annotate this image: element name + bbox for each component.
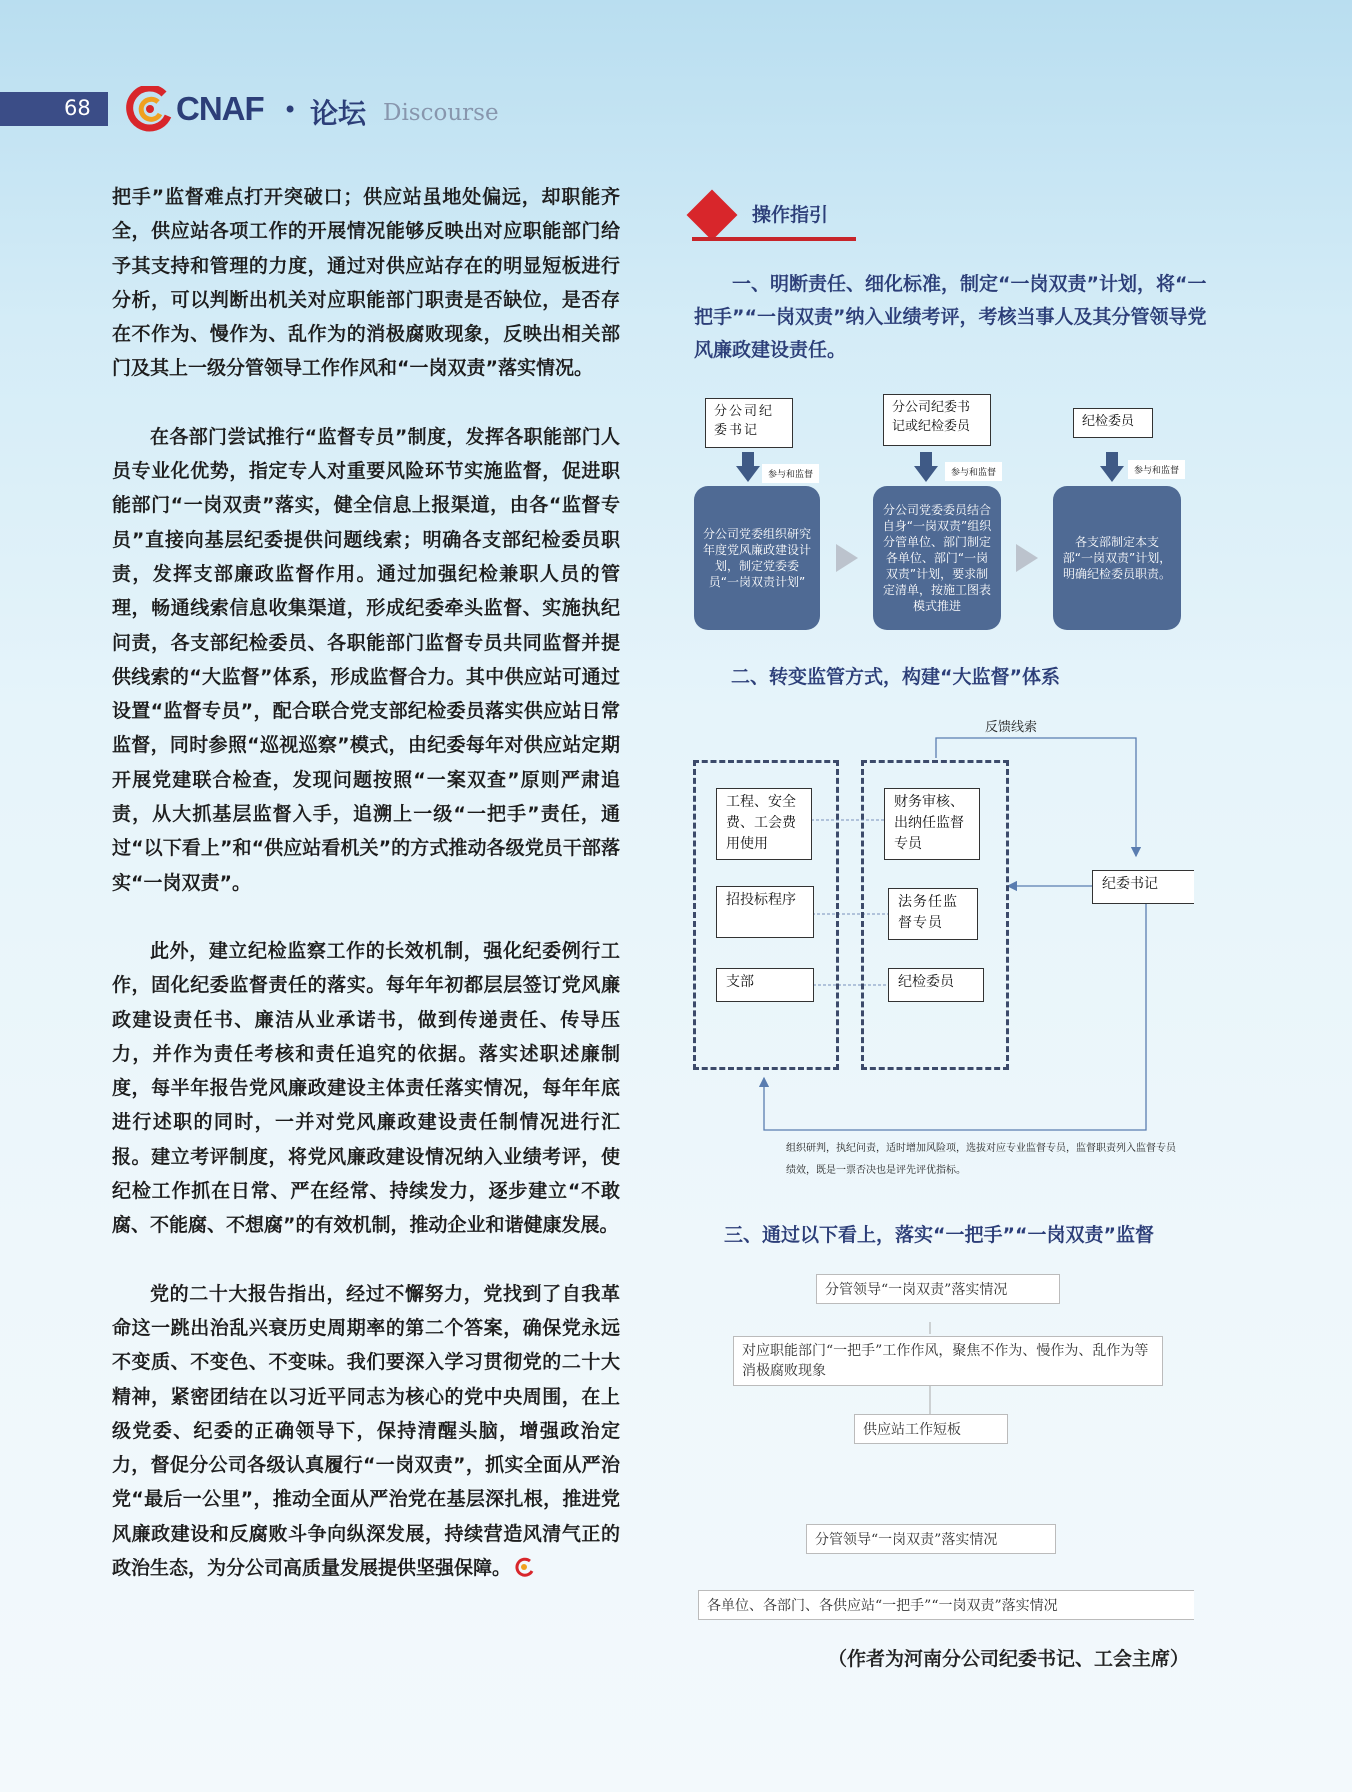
author-note: （作者为河南分公司纪委书记、工会主席） <box>828 1648 1190 1670</box>
article-body <box>112 180 620 1585</box>
participation-tag: 参与和监督 <box>762 464 819 483</box>
body-paragraph: 把手”监督难点打开突破口；供应站虽地处偏远，却职能齐全，供应站各项工作的开展情况能够反映出对应职能部门给予其支持和管理的力度，通过对供应站存在的明显短板进行分析，可以判断出机关对应职能部门职责是否缺位，是否存在不作为、慢作为、乱作为的消极腐败现象，反映出相关部门及其上一级分管领导工作作风和“一岗双责”落实情况。 <box>112 186 620 380</box>
flow3-box-low: 供应站工作短板 <box>854 1414 1008 1444</box>
flow1-step-box: 分公司党委委员结合自身“一岗双责”组织分管单位、部门制定各单位、部门“一岗双责”计划，要求制定清单，按施工图表模式推进 <box>873 486 1001 630</box>
cnaf-logo-icon <box>124 86 174 132</box>
section-diamond-icon <box>687 190 738 241</box>
flow2-right-box: 纪委书记 <box>1092 870 1194 904</box>
heading-one: 一、明断责任、细化标准，制定“一岗双责”计划，将“一把手”“一岗双责”纳入业绩考评，考核当事人及其分管领导党风廉政建设责任。 <box>694 273 1207 361</box>
participation-tag: 参与和监督 <box>945 462 1002 481</box>
heading-two: 二、转变监管方式，构建“大监督”体系 <box>731 666 1060 688</box>
flow1-top-box: 纪检委员 <box>1073 408 1153 438</box>
flow1-top-box: 分公司纪委书记或纪检委员 <box>883 394 991 446</box>
section-name-en: Discourse <box>383 100 499 126</box>
section-name-cn: 论坛 <box>310 97 367 130</box>
feedback-label: 反馈线索 <box>985 720 1038 735</box>
body-paragraph: 此外，建立纪检监察工作的长效机制，强化纪委例行工作，固化纪委监督责任的落实。每年年初都层层签订党风廉政建设责任书、廉洁从业承诺书，做到传递责任、传导压力，并作为责任考核和责任追究的依据。落实述职述廉制度，每半年报告党风廉政建设主体责任落实情况，每年年底进行述职的同时，一并对党风廉政建设责任制情况进行汇报。建立考评制度，将党风廉政建设情况纳入业绩考评，使纪检工作抓在日常、严在经常、持续发力，逐步建立“不敢腐、不能腐、不想腐”的有效机制，推动企业和谐健康发展。 <box>112 939 620 1237</box>
flow2-mid-box: 纪检委员 <box>888 968 984 1002</box>
flow3-box-mid: 对应职能部门“一把手”工作作风，聚焦不作为、慢作为、乱作为等消极腐败现象 <box>733 1336 1163 1386</box>
flow3-box-b1: 分管领导“一岗双责”落实情况 <box>806 1524 1056 1554</box>
flow1-step-box: 各支部制定本支部“一岗双责”计划，明确纪检委员职责。 <box>1053 486 1181 630</box>
closing-paragraph-text: 党的二十大报告指出，经过不懈努力，党找到了自我革命这一跳出治乱兴衰历史周期率的第二个答案，确保党永远不变质、不变色、不变味。我们要深入学习贯彻党的二十大精神，紧密团结在以习近平同志为核心的党中央周围，在上级党委、纪委的正确领导下，保持清醒头脑，增强政治定力，督促分公司各级认真履行“一岗双责”，抓实全面从严治党“最后一公里”，推动全面从严治党在基层深扎根，推进党风廉政建设和反腐败斗争向纵深发展，持续营造风清气正的政治生态，为分公司高质量发展提供坚强保障。 <box>112 1282 620 1579</box>
flow2-left-box: 招投标程序 <box>716 886 814 938</box>
body-paragraph: 在各部门尝试推行“监督专员”制度，发挥各职能部门人员专业化优势，指定专人对重要风险环节实施监督，促进职能部门“一岗双责”落实，健全信息上报渠道，由各“监督专员”直接向基层纪委提供问题线索；明确各支部纪检委员职责，发挥支部廉政监督作用。通过加强纪检兼职人员的管理，畅通线索信息收集渠道，形成纪委牵头监督、实施执纪问责，各支部纪检委员、各职能部门监督专员共同监督并提供线索的“大监督”体系，形成监督合力。其中供应站可通过设置“监督专员”，配合联合党支部纪检委员落实供应站日常监督，同时参照“巡视巡察”模式，由纪委每年对供应站定期开展党建联合检查，发现问题按照“一案双查”原则严肃追责，从大抓基层监督入手，追溯上一级“一把手”责任，通过“以下看上”和“供应站看机关”的方式推动各级党员干部落实“一岗双责”。 <box>112 425 620 894</box>
flow1-step-box: 分公司党委组织研究年度党风廉政建设计划，制定党委委员“一岗双责计划” <box>694 486 820 630</box>
flow1-top-box: 分公司纪委书记 <box>705 398 793 448</box>
section-title: 操作指引 <box>752 204 829 226</box>
flow2-bottom-note: 组织研判，执纪问责，适时增加风险项，选拔对应专业监督专员，监督职责列入监督专员绩效，既是一票否决也是评先评优指标。 <box>786 1143 1176 1176</box>
participation-tag: 参与和监督 <box>1128 460 1185 479</box>
down-arrow-icon <box>1100 452 1124 482</box>
flow2-mid-box: 法务任监督专员 <box>888 888 978 940</box>
flow2-mid-box: 财务审核、出纳任监督专员 <box>884 788 980 860</box>
flow2-left-box: 工程、安全费、工会费用使用 <box>716 788 812 860</box>
flow2-left-box: 支部 <box>716 968 814 1002</box>
flow3-box-top: 分管领导“一岗双责”落实情况 <box>816 1274 1060 1304</box>
header-separator: • <box>283 96 298 124</box>
flow3-box-b2: 各单位、各部门、各供应站“一把手”“一岗双责”落实情况 <box>698 1590 1194 1620</box>
page-number: 68 <box>64 96 91 120</box>
flow-arrow-icon <box>1016 544 1038 572</box>
brand-name: CNAF <box>176 90 264 127</box>
down-arrow-icon <box>736 452 760 482</box>
heading-three: 三、通过以下看上，落实“一把手”“一岗双责”监督 <box>724 1224 1154 1246</box>
end-mark-icon <box>513 1557 535 1577</box>
page-number-bar <box>0 92 108 126</box>
section-underline <box>692 237 856 241</box>
flow-arrow-icon <box>836 544 858 572</box>
down-arrow-icon <box>914 452 938 482</box>
body-paragraph <box>112 1277 620 1586</box>
